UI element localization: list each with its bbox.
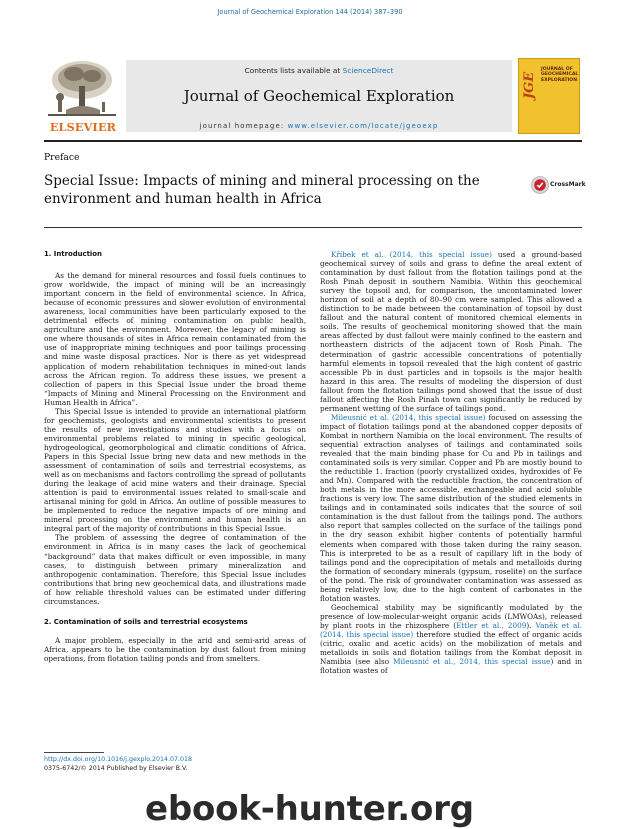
journal-homepage-line — [126, 122, 512, 130]
paragraph-contamination-1: A major problem, especially in the arid and semi-arid areas of Africa, appears to be the contamination by dust fallout from mining operations, from flotation tailing ponds and from smelters. — [44, 635, 306, 663]
stability-text-c: therefore studied the effect of organic acids (citric, oxalic and acetic acids) on the mobilization of metals and metalloids in soils and flotation tailings from the Kombat deposit in Namibia (see also — [320, 629, 582, 667]
vanek-citation-link[interactable]: Vaněk et al. (2014, this special issue) — [320, 620, 582, 639]
journal-title: Journal of Geochemical Exploration — [183, 87, 455, 105]
stability-text-d: ) and in flotation wastes of — [320, 657, 583, 676]
paragraph-kribek — [320, 250, 582, 413]
article-type-label: Preface — [44, 152, 80, 163]
article-title: Special Issue: Impacts of mining and mineral processing on the environment and human health in Africa — [44, 173, 480, 207]
heading-contamination: 2. Contamination of soils and terrestrial ecosystems — [44, 617, 248, 626]
journal-masthead — [44, 58, 582, 136]
cover-abbrev: JGE — [522, 71, 537, 99]
journal-title-box — [126, 60, 512, 132]
paragraph-intro-2: This Special Issue is intended to provide an international platform for geochemists, geologists and environmental scientists to present the results of new investigations and studies with a focus on environmental problems related to mining in specific geological, hydrogeological, geomorphological and climatic conditions of Africa. Papers in this Special Issue bring new data and new methods in the assessment of contamination of soils and terrestrial ecosystems, as well as on mechanisms and factors controlling the spread of pollutants during the leakage of acid mine waters and their drainage. Special attention is paid to environmental issues related to small-scale and artisanal mining for gold in Africa. An outline of possible measures to be implemented to reduce the negative impacts of ore mining and mineral processing on the environment and human health is an integral part of the majority of contributions in this Special Issue. — [44, 406, 306, 534]
header-divider — [44, 140, 582, 142]
crossmark-badge[interactable] — [531, 176, 586, 194]
ettler-citation-link[interactable]: Ettler et al., 2009 — [456, 620, 527, 630]
paragraph-mileusnic — [320, 413, 582, 603]
stability-text-b: ). — [526, 620, 536, 630]
crossmark-label: CrossMark — [550, 181, 586, 188]
stability-text-a: Geochemical stability may be significantly modulated by the presence of low-molecular-weight organic acids (LMWOAs), released by plant roots in the rhizosphere ( — [320, 602, 582, 630]
elsevier-tree-logo — [44, 58, 120, 134]
paragraph-intro-1: As the demand for mineral resources and fossil fuels continues to grow worldwide, the impact of mining will be an increasingly important concern in the field of environmental science. In Africa, because of economic pressures and slower evolution of environmental awareness, local communities have been particularly exposed to the detrimental effects of mining contamination on public health, agriculture and the environment. Moreover, the legacy of mining is one where thousands of sites in Africa remain contaminated from the use of inappropriate mining techniques and poor tailings processing and mine waste disposal practices. Nor is there as yet widespread application of modern rehabilitation techniques in mined-out lands across the African region. To address these issues, we present a collection of papers in this Special Issue under the broad theme “Impacts of Mining and Mineral Processing on the Environment and Human Health in Africa”. — [44, 271, 306, 407]
mileusnic-text: focused on assessing the impact of flotation tailings pond at the abandoned copper deposits of Kombat in northern Namibia on the local environment. The results of sequential extraction analyses of tailings and contaminated soils revealed that the main binding phase for Cu and Pb in tailings and contaminated soils is very similar. Copper and Pb are mostly bound to the reductible 1. fraction (poorly crystallized oxides, hydroxides of Fe and Mn). Compared with the reductible fraction, the concentration of both metals in the more accessible, exchangeable and acid soluble fractions is very low. The same distribution of the studied elements in tailings and in contaminated soils indicates that the source of soil contamination is the dust fallout from the tailings pond. The authors also report that samples collected on the surface of the tailings pond in the dry season exhibit higher contents of potentially harmful elements when compared with those taken during the rainy season. This is interpreted to be as a result of capillary lift in the body of tailings pond and the coprecipitation of metals and metalloids during the formation of secondary minerals (gypsum, roselite) on the surface of the pond. The risk of groundwater contamination was assessed as being relatively low, due to the high content of carbonates in the flotation wastes. — [320, 412, 582, 603]
copyright-notice: 0375-6742/© 2014 Published by Elsevier B.V. — [44, 765, 188, 772]
crossmark-icon — [531, 176, 549, 194]
watermark-text: ebook-hunter.org — [145, 789, 474, 829]
paragraph-geochemical-stability — [320, 603, 582, 675]
sciencedirect-link[interactable]: ScienceDirect — [342, 66, 394, 75]
heading-introduction: 1. Introduction — [44, 250, 102, 258]
cover-title: JOURNAL OF GEOCHEMICAL EXPLORATION — [541, 67, 579, 83]
left-column — [44, 250, 306, 663]
footer-divider — [44, 752, 104, 753]
kribek-text: used a ground-based geochemical survey of soils and grass to define the areal extent of contamination by dust fallout from the flotation tailings pond at the Rosh Pinah deposit in southern Namibia. Within this geochemical survey the topsoil and, for comparison, the uncontaminated lower horizon of soil at a depth of 80–90 cm were sampled. This allowed a distinction to be made between the contamination of topsoil by dust fallout and the natural content of monitored chemical elements in soils. The results of geochemical monitoring showed that the main areas affected by dust fallout were mainly confined to the eastern and northeastern districts of the adjacent town of Rosh Pinah. The determination of gastric accessible concentrations of potentially harmful elements in topsoil revealed that the high content of gastric accessible Pb in dust particles and in topsoils is the major health hazard in this area. The results of modeling the dispersion of dust fallout from the flotation tailings pond showed that the issue of dust fallout affecting the Rosh Pinah town can significantly be reduced by permanent wetting of the surface of tailings pond. — [320, 250, 582, 413]
paragraph-intro-3: The problem of assessing the degree of contamination of the environment in Africa is in many cases the lack of geochemical “background” data that makes difficult or even impossible, in many cases, to distinguish between primary mineralization and anthropogenic contamination. Therefore, this Special Issue includes contributions that bring new geochemical data, and illustrations made of how reliable threshold values can be estimated under differing circumstances. — [44, 533, 306, 606]
homepage-link[interactable]: www.elsevier.com/locate/jgeoexp — [287, 122, 439, 130]
mileusnic-citation-link[interactable]: Mileusnić et al. (2014, this special issue) — [331, 412, 486, 422]
journal-cover-thumbnail — [518, 58, 580, 134]
contents-available-line — [126, 66, 512, 75]
mileusnic-citation-link-2[interactable]: Mileusnić et al., 2014, this special issue — [393, 657, 551, 667]
title-divider — [44, 227, 582, 228]
homepage-prefix: journal homepage: — [199, 122, 288, 130]
journal-citation: Journal of Geochemical Exploration 144 (2014) 387–390 — [217, 8, 403, 16]
elsevier-wordmark: ELSEVIER — [49, 120, 117, 134]
contents-prefix: Contents lists available at — [244, 66, 343, 75]
tree-icon — [44, 58, 120, 120]
right-column — [320, 250, 582, 675]
doi-link[interactable]: http://dx.doi.org/10.1016/j.gexplo.2014.07.018 — [44, 756, 193, 763]
kribek-citation-link[interactable]: Kříbek et al. (2014, this special issue) — [331, 250, 492, 259]
